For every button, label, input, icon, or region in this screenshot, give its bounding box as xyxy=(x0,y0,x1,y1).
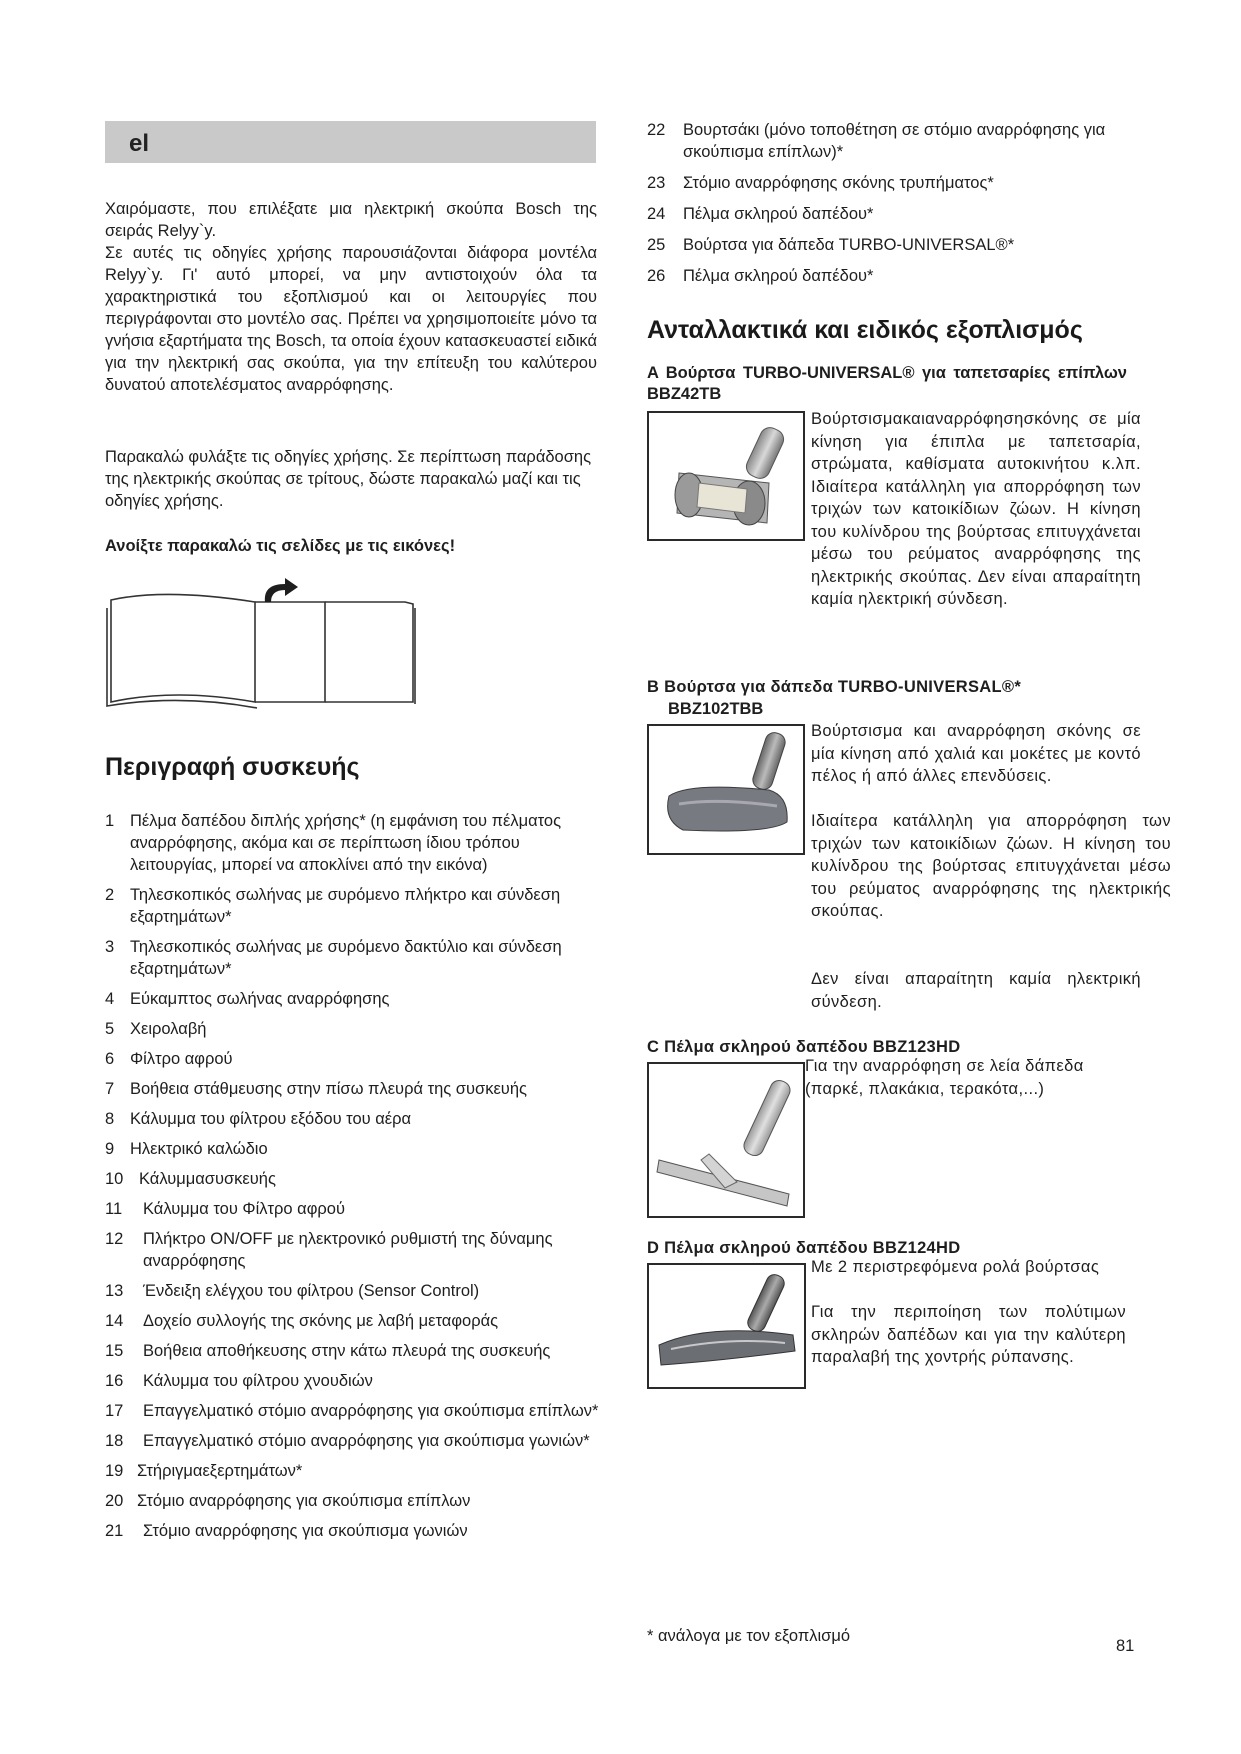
item-text: Βούρτσα για δάπεδα TURBO-UNIVERSAL®* xyxy=(683,236,1015,254)
spares-title: Ανταλλακτικά και ειδικός εξοπλισμός xyxy=(647,316,1083,344)
list-item xyxy=(105,1460,610,1482)
item-number: 21 xyxy=(105,1522,124,1540)
list-item xyxy=(105,1228,610,1272)
item-number: 24 xyxy=(647,205,666,223)
item-number: 12 xyxy=(105,1230,124,1248)
language-bar xyxy=(105,121,596,163)
list-item xyxy=(105,1430,610,1452)
item-text: Φίλτρο αφρού xyxy=(130,1050,233,1068)
item-number: 5 xyxy=(105,1020,115,1038)
item-number: 23 xyxy=(647,174,666,192)
spare-b-description-2: Ιδιαίτερα κατάλληλη για απορρόφηση των τριχών των κατοικίδιων ζώων. Η κίνηση του κυλίνδρου της βούρτσας επιτυγχάνεται μέσω του ρεύματος αναρρόφησης της ηλεκτρικής σκούπας. xyxy=(811,812,1171,920)
list-item xyxy=(105,1520,610,1542)
item-number: 18 xyxy=(105,1432,124,1450)
item-number: 14 xyxy=(105,1312,124,1330)
item-text: Κάλυμμα του φίλτρου χνουδιών xyxy=(143,1372,373,1390)
item-text: Βοήθεια στάθμευσης στην πίσω πλευρά της συσκευής xyxy=(130,1080,527,1098)
item-number: 4 xyxy=(105,990,115,1008)
item-text: Επαγγελματικό στόμιο αναρρόφησης για σκούπισμα επίπλων* xyxy=(143,1402,599,1420)
list-item xyxy=(647,265,1152,287)
list-item xyxy=(105,1340,610,1362)
footnote: * ανάλογα με τον εξοπλισμό xyxy=(647,1627,851,1645)
spare-a-title: A Βούρτσα TURBO-UNIVERSAL® για ταπετσαρίες επίπλων BBZ42TB xyxy=(647,364,1127,403)
book-left-page xyxy=(111,594,255,702)
spare-b-title: B Βούρτσα για δάπεδα TURBO-UNIVERSAL®* xyxy=(647,678,1022,696)
list-item xyxy=(105,1280,610,1302)
list-item xyxy=(105,1310,610,1332)
item-number: 26 xyxy=(647,267,666,285)
item-number: 16 xyxy=(105,1372,124,1390)
item-number: 3 xyxy=(105,938,115,956)
intro-paragraph-3: Παρακαλώ φυλάξτε τις οδηγίες χρήσης. Σε περίπτωση παράδοσης της ηλεκτρικής σκούπας σε τρίτους, δώστε παρακαλώ μαζί και τις οδηγίες χρήσης. xyxy=(105,448,592,510)
list-item xyxy=(105,1400,610,1422)
item-text: Στόμιο αναρρόφησης για σκούπισμα γωνιών xyxy=(143,1522,468,1540)
description-title: Περιγραφή συσκευής xyxy=(105,753,360,781)
item-text: Δοχείο συλλογής της σκόνης με λαβή μεταφοράς xyxy=(143,1312,499,1330)
list-item xyxy=(105,936,610,980)
item-text: Πλήκτρο ON/OFF με ηλεκτρονικό ρυθμιστή της δύναμης αναρρόφησης xyxy=(143,1230,553,1270)
item-number: 6 xyxy=(105,1050,115,1068)
item-text: Ηλεκτρικό καλώδιο xyxy=(130,1140,268,1158)
item-number: 22 xyxy=(647,121,666,139)
list-item xyxy=(105,1198,610,1220)
item-number: 7 xyxy=(105,1080,115,1098)
parts-list-right xyxy=(647,119,1152,296)
item-text: Χειρολαβή xyxy=(130,1020,207,1038)
book-inner-page xyxy=(107,608,257,708)
item-text: Κάλυμμα του φίλτρου εξόδου του αέρα xyxy=(130,1110,412,1128)
item-number: 8 xyxy=(105,1110,115,1128)
parts-list-left xyxy=(105,810,610,1550)
list-item xyxy=(105,1018,610,1040)
spare-a-description: Βούρτσισμακαιαναρρόφησησκόνης σε μία κίνηση για έπιπλα με ταπετσαρία, στρώματα, καθίσματα αυτοκινήτου κ.λπ. Ιδιαίτερα κατάλληλη για απορρόφηση των τριχών των κατοικίδιων ζώων. Η κίνηση του κυλίνδρου της βούρτσας επιτυγχάνεται μέσω του ρεύματος αναρρόφησης της ηλεκτρικής σκούπας. Δεν είναι απαραίτητη καμία ηλεκτρική σύνδεση. xyxy=(811,410,1141,608)
list-item xyxy=(105,1490,610,1512)
spare-c-title: C Πέλμα σκληρού δαπέδου BBZ123HD xyxy=(647,1038,961,1056)
list-item xyxy=(105,1048,610,1070)
spare-d-image xyxy=(647,1263,806,1389)
item-text: Εύκαμπτος σωλήνας αναρρόφησης xyxy=(130,990,390,1008)
item-text: Στήριγμαεξερτημάτων* xyxy=(137,1462,303,1480)
spare-c-description: Για την αναρρόφηση σε λεία δάπεδα (παρκέ, πλακάκια, τερακότα,...) xyxy=(805,1057,1084,1098)
list-item xyxy=(647,203,1152,225)
item-text: Κάλυμμα του Φίλτρο αφρού xyxy=(143,1200,345,1218)
turn-page-arrow-icon xyxy=(265,578,298,602)
item-text: Τηλεσκοπικός σωλήνας με συρόμενο πλήκτρο και σύνδεση εξαρτημάτων* xyxy=(130,886,561,926)
item-text: Πέλμα σκληρού δαπέδου* xyxy=(683,267,874,285)
item-number: 1 xyxy=(105,812,115,830)
spare-d-title: D Πέλμα σκληρού δαπέδου BBZ124HD xyxy=(647,1239,961,1257)
spare-a-image xyxy=(647,411,805,541)
item-number: 15 xyxy=(105,1342,124,1360)
list-item xyxy=(105,884,610,928)
item-text: Βουρτσάκι (μόνο τοποθέτηση σε στόμιο αναρρόφησης για σκούπισμα επίπλων)* xyxy=(683,121,1106,161)
list-item xyxy=(647,119,1152,163)
spare-b-model: BBZ102TBB xyxy=(668,700,764,718)
item-number: 25 xyxy=(647,236,666,254)
list-item xyxy=(105,988,610,1010)
spare-d-description-1: Με 2 περιστρεφόμενα ρολά βούρτσας xyxy=(811,1258,1100,1276)
list-item xyxy=(105,1138,610,1160)
spare-d-description-2: Για την περιποίηση των πολύτιμων σκληρών δαπέδων και για την καλύτερη παραλαβή της χοντρής ρύπανσης. xyxy=(811,1303,1126,1366)
intro-paragraph-2: Σε αυτές τις οδηγίες χρήσης παρουσιάζονται διάφορα μοντέλα Relyy`y. Γι' αυτό μπορεί, να μην αντιστοιχούν όλα τα χαρακτηριστικά του εξοπλισμού και οι λειτουργίες που περιγράφονται στο μοντέλο σας. Πρέπει να χρησιμοποιείτε μόνο τα γνήσια εξαρτήματα της Bosch, τα οποία έχουν κατασκευαστεί ειδικά για την ηλεκτρική σας σκούπα, για την επίτευξη του καλύτερου δυνατού αποτελέσματος αναρρόφησης. xyxy=(105,244,597,394)
item-text: Ένδειξη ελέγχου του φίλτρου (Sensor Control) xyxy=(143,1282,480,1300)
item-text: Επαγγελματικό στόμιο αναρρόφησης για σκούπισμα γωνιών* xyxy=(143,1432,590,1450)
item-number: 11 xyxy=(105,1200,123,1218)
language-code: el xyxy=(129,130,150,157)
spare-b-description-1: Βούρτσισμα και αναρρόφηση σκόνης σε μία κίνηση από χαλιά και μοκέτες με κοντό πέλος ή από άλλες επενδύσεις. xyxy=(811,722,1141,785)
book-right-page xyxy=(325,602,413,702)
item-text: Στόμιο αναρρόφησης για σκούπισμα επίπλων xyxy=(137,1492,471,1510)
open-book-illustration xyxy=(105,578,420,710)
item-text: Κάλυμμασυσκευής xyxy=(139,1170,276,1188)
item-number: 2 xyxy=(105,886,115,904)
item-number: 13 xyxy=(105,1282,124,1300)
item-number: 19 xyxy=(105,1462,124,1480)
page-number: 81 xyxy=(1116,1637,1135,1655)
item-number: 17 xyxy=(105,1402,124,1420)
list-item xyxy=(105,1370,610,1392)
spare-c-image xyxy=(647,1062,805,1218)
book-center-page xyxy=(255,602,325,702)
item-text: Βοήθεια αποθήκευσης στην κάτω πλευρά της συσκευής xyxy=(143,1342,551,1360)
item-number: 20 xyxy=(105,1492,124,1510)
list-item xyxy=(647,234,1152,256)
item-text: Πέλμα δαπέδου διπλής χρήσης* (η εμφάνιση του πέλματος αναρρόφησης, ακόμα και σε περίπτωση ίδιου τρόπου λειτουργίας, μπορεί να αποκλίνει από την εικόνα) xyxy=(130,812,562,874)
item-text: Πέλμα σκληρού δαπέδου* xyxy=(683,205,874,223)
item-number: 9 xyxy=(105,1140,115,1158)
list-item xyxy=(105,1168,610,1190)
spare-b-image xyxy=(647,724,805,855)
item-number: 10 xyxy=(105,1170,124,1188)
open-pages-note: Ανοίξτε παρακαλώ τις σελίδες με τις εικόνες! xyxy=(105,537,456,555)
intro-paragraph-1: Χαιρόμαστε, που επιλέξατε μια ηλεκτρική σκούπα Bosch της σειράς Relyy`y. xyxy=(105,200,597,240)
item-text: Τηλεσκοπικός σωλήνας με συρόμενο δακτύλιο και σύνδεση εξαρτημάτων* xyxy=(130,938,562,978)
list-item xyxy=(105,810,610,876)
list-item xyxy=(105,1108,610,1130)
list-item xyxy=(647,172,1152,194)
list-item xyxy=(105,1078,610,1100)
item-text: Στόμιο αναρρόφησης σκόνης τρυπήματος* xyxy=(683,174,994,192)
spare-b-description-3: Δεν είναι απαραίτητη καμία ηλεκτρική σύνδεση. xyxy=(811,970,1141,1011)
